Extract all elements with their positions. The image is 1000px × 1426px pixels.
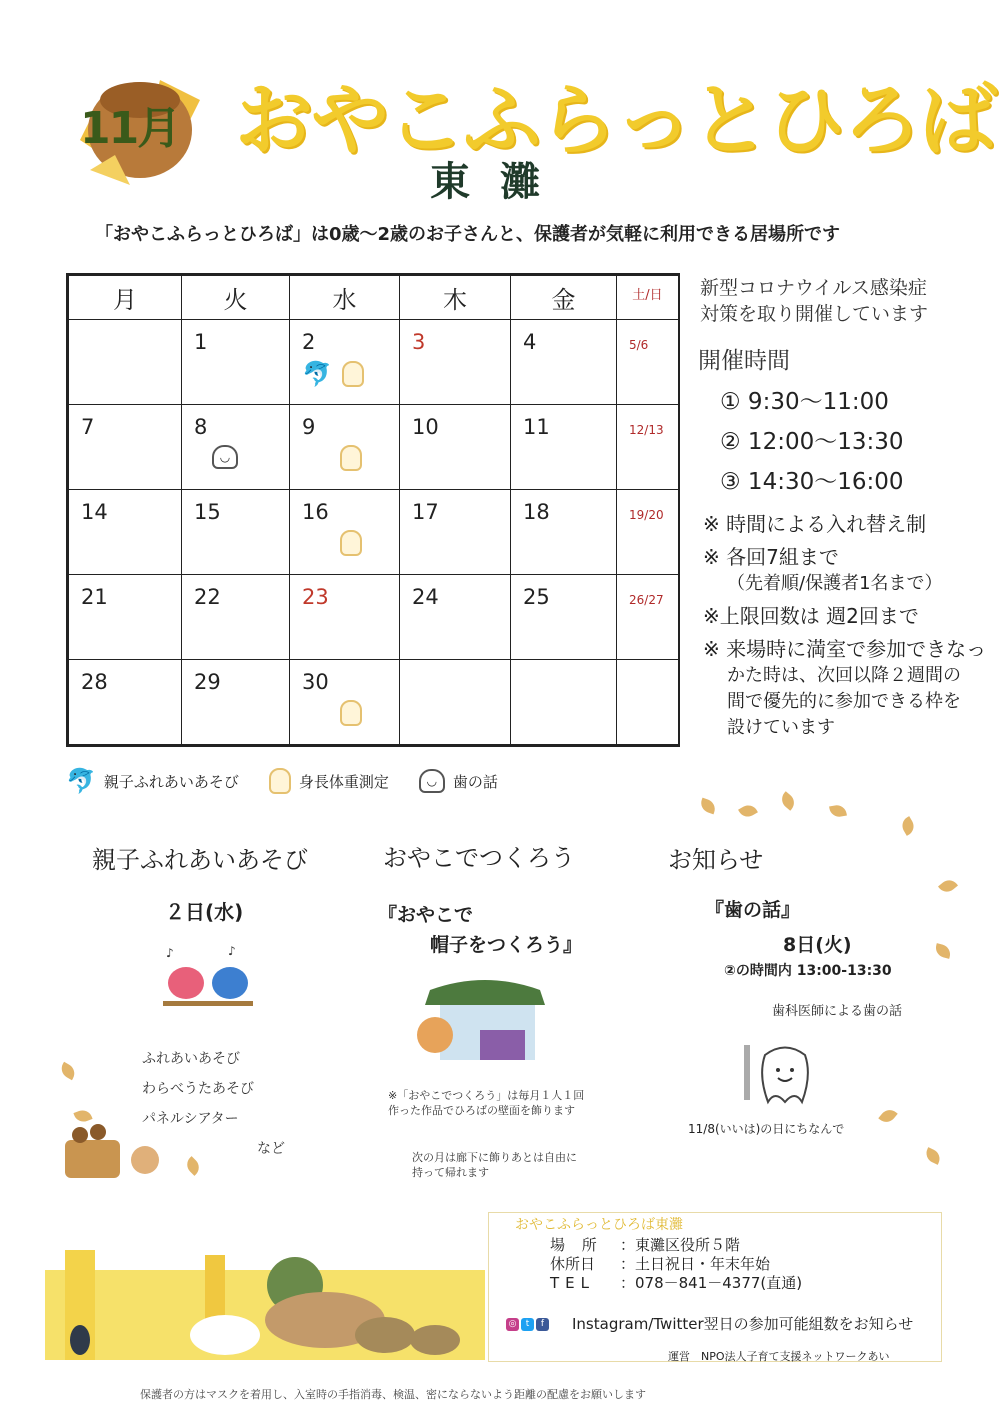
info-row xyxy=(550,1236,802,1255)
birds-illustration xyxy=(158,945,258,1010)
day-number: 14 xyxy=(81,500,108,524)
leaf-decoration xyxy=(878,1106,897,1126)
day-number: 24 xyxy=(412,585,439,609)
notice-talk: 歯科医師による歯の話 xyxy=(772,1004,903,1019)
bottom-note: 保護者の方はマスクを着用し、入室時の手指消毒、検温、密にならないよう距離の配慮をお願いします xyxy=(140,1388,646,1401)
bear-icon xyxy=(342,361,364,387)
operator-text: 運営 NPO法人子育て支援ネットワークあい xyxy=(668,1350,890,1363)
day-number: 21 xyxy=(81,585,108,609)
info-value: ：東灘区役所５階 xyxy=(620,1236,741,1254)
weekend-date: 19/20 xyxy=(629,508,664,522)
note-item: ※ 時間による入れ替え制 xyxy=(703,512,927,536)
bear-icon xyxy=(340,700,362,726)
calendar-week xyxy=(69,320,679,405)
covid-line: 対策を取り開催しています xyxy=(700,303,929,325)
legend xyxy=(66,767,514,795)
facebook-icon[interactable]: f xyxy=(536,1318,549,1331)
weekday-header: 木 xyxy=(400,276,511,320)
calendar-day xyxy=(290,320,400,405)
svg-text:♪: ♪ xyxy=(228,945,236,958)
note-line: かた時は、次回以降２週間の xyxy=(727,665,961,686)
sns-icons xyxy=(506,1318,549,1331)
calendar-day xyxy=(69,490,182,575)
calendar-day xyxy=(69,660,182,745)
notice-quote: 『歯の話』 xyxy=(705,899,801,921)
calendar-day xyxy=(182,405,290,490)
day-number: 8 xyxy=(194,415,208,439)
hours-list xyxy=(720,382,904,502)
info-row xyxy=(550,1255,802,1274)
calendar-day xyxy=(69,575,182,660)
leaf-decoration xyxy=(934,943,953,959)
play-item: など xyxy=(257,1141,285,1157)
bear-icon xyxy=(269,768,291,794)
calendar-weekend xyxy=(617,575,679,660)
weekend-header: 土/日 xyxy=(617,276,679,320)
legend-item xyxy=(419,769,498,793)
calendar-weekend xyxy=(617,320,679,405)
weekday-header: 月 xyxy=(69,276,182,320)
notice-note: 11/8(いいは)の日にちなんで xyxy=(688,1122,845,1136)
hours-title: 開催時間 xyxy=(698,348,790,374)
hours-item: ③ 14:30～16:00 xyxy=(720,469,904,495)
day-number: 17 xyxy=(412,500,439,524)
section-title-craft: おやこでつくろう xyxy=(383,844,575,872)
play-item: わらべうたあそび xyxy=(142,1081,254,1097)
calendar-day xyxy=(290,575,400,660)
calendar-week xyxy=(69,405,679,490)
calendar-week xyxy=(69,490,679,575)
calendar xyxy=(66,273,680,747)
calendar-day xyxy=(69,405,182,490)
note-item xyxy=(703,637,993,740)
tooth-icon: ◡ xyxy=(419,769,445,793)
info-key: TEL xyxy=(550,1274,595,1292)
note-line: ※ 各回7組まで xyxy=(703,545,839,569)
weekday-header: 火 xyxy=(182,276,290,320)
legend-label: 歯の話 xyxy=(452,772,498,791)
note-line: ※ 来場時に満室で参加できなっ xyxy=(703,637,987,661)
calendar-day xyxy=(400,490,511,575)
craft-note: 次の月は廊下に飾りあとは自由に持って帰れます xyxy=(412,1151,577,1179)
port-ducks-illustration xyxy=(45,1230,485,1360)
weekend-date: 5/6 xyxy=(629,338,649,352)
day-number: 2 xyxy=(302,330,316,354)
legend-label: 親子ふれあいあそび xyxy=(103,772,239,791)
tooth-character-icon xyxy=(740,1040,830,1110)
dolphin-icon: 🐬 xyxy=(302,360,332,388)
stump-squirrel-illustration xyxy=(60,1120,210,1180)
info-title: おやこふらっとひろば東灘 xyxy=(515,1217,683,1233)
notice-date: 8日(火) xyxy=(783,934,852,956)
calendar-day xyxy=(511,490,617,575)
calendar-day xyxy=(400,575,511,660)
play-item: ふれあいあそび xyxy=(142,1051,240,1067)
calendar-weekend xyxy=(617,405,679,490)
day-number: 28 xyxy=(81,670,108,694)
calendar-day xyxy=(400,660,511,745)
calendar-week xyxy=(69,660,679,745)
craft-note: ※「おやこでつくろう」は毎月１人１回作った作品でひろばの壁面を飾ります xyxy=(388,1089,585,1117)
hours-item: ② 12:00～13:30 xyxy=(720,429,904,455)
calendar-week xyxy=(69,575,679,660)
bear-icon xyxy=(340,445,362,471)
sns-text: Instagram/Twitter翌日の参加可能組数をお知らせ xyxy=(572,1315,914,1333)
day-number: 30 xyxy=(302,670,329,694)
day-number: 7 xyxy=(81,415,95,439)
day-number: 15 xyxy=(194,500,221,524)
dolphin-icon: 🐬 xyxy=(66,767,96,795)
day-number: 10 xyxy=(412,415,439,439)
note-item: ※上限回数は 週2回まで xyxy=(703,604,919,628)
craft-quote xyxy=(378,900,582,960)
calendar-day xyxy=(182,320,290,405)
notice-time: ②の時間内 13:00-13:30 xyxy=(724,963,892,979)
info-key: 休所日 xyxy=(550,1255,596,1273)
calendar-day xyxy=(182,660,290,745)
calendar-day xyxy=(511,660,617,745)
section-title-play: 親子ふれあいあそび xyxy=(92,846,308,874)
covid-line: 新型コロナウイルス感染症 xyxy=(700,277,927,299)
calendar-day xyxy=(290,660,400,745)
info-key: 場 所 xyxy=(550,1236,603,1254)
page-title: おやこふらっとひろば xyxy=(235,76,996,166)
calendar-weekend xyxy=(617,660,679,745)
hours-item: ① 9:30～11:00 xyxy=(720,389,889,415)
leaf-decoration xyxy=(698,798,717,815)
day-number-holiday: 3 xyxy=(412,330,426,354)
shop-illustration xyxy=(410,975,560,1065)
day-number: 4 xyxy=(523,330,537,354)
day-number: 25 xyxy=(523,585,550,609)
leaf-decoration xyxy=(829,804,847,819)
legend-item xyxy=(269,768,389,794)
play-item: パネルシアター xyxy=(142,1111,239,1127)
covid-notice xyxy=(700,275,928,327)
calendar-day xyxy=(69,320,182,405)
instagram-icon[interactable]: ◎ xyxy=(506,1318,519,1331)
day-number: 18 xyxy=(523,500,550,524)
page-subtitle: 東灘 xyxy=(430,159,570,205)
day-number: 11 xyxy=(523,415,550,439)
day-number: 16 xyxy=(302,500,329,524)
info-value: ：078－841－4377(直通) xyxy=(620,1274,803,1292)
day-number: 1 xyxy=(194,330,208,354)
calendar-day xyxy=(400,320,511,405)
day-number-holiday: 23 xyxy=(302,585,329,609)
note-item xyxy=(703,545,993,596)
section-title-notice: お知らせ xyxy=(668,846,764,874)
calendar-day xyxy=(511,320,617,405)
day-number: 9 xyxy=(302,415,316,439)
calendar-day xyxy=(400,405,511,490)
note-line: 間で優先的に参加できる枠を xyxy=(727,691,961,712)
play-date: ２日(水) xyxy=(165,900,244,924)
calendar-day xyxy=(182,490,290,575)
svg-text:♪: ♪ xyxy=(166,946,174,960)
legend-item xyxy=(66,767,239,795)
weekday-header: 金 xyxy=(511,276,617,320)
leaf-decoration xyxy=(738,802,758,820)
tooth-icon: ◡ xyxy=(212,445,238,469)
legend-label: 身長体重測定 xyxy=(298,772,389,791)
info-rows xyxy=(550,1236,802,1293)
twitter-icon[interactable]: t xyxy=(521,1318,534,1331)
craft-quote-line: 『おやこで xyxy=(378,904,474,926)
calendar-weekend xyxy=(617,490,679,575)
calendar-day xyxy=(511,575,617,660)
calendar-day xyxy=(290,490,400,575)
info-value: ：土日祝日・年末年始 xyxy=(620,1255,771,1273)
weekend-date: 12/13 xyxy=(629,423,664,437)
note-line: 設けています xyxy=(727,717,835,738)
day-number: 22 xyxy=(194,585,221,609)
note-line: （先着順/保護者1名まで） xyxy=(727,573,943,594)
notes-list xyxy=(703,512,993,748)
calendar-day xyxy=(290,405,400,490)
weekday-header: 水 xyxy=(290,276,400,320)
leaf-decoration xyxy=(58,1062,78,1080)
day-number: 29 xyxy=(194,670,221,694)
calendar-header-row xyxy=(69,276,679,320)
leaf-decoration xyxy=(923,1147,943,1165)
craft-quote-line: 帽子をつくろう』 xyxy=(430,934,583,956)
bear-icon xyxy=(340,530,362,556)
leaf-decoration xyxy=(778,791,798,810)
leaf-decoration xyxy=(899,816,917,836)
calendar-day xyxy=(182,575,290,660)
month-label: 11月 xyxy=(80,103,180,154)
calendar-day xyxy=(511,405,617,490)
intro-text: 「おやこふらっとひろば」は0歳～2歳のお子さんと、保護者が気軽に利用できる居場所です xyxy=(95,224,841,245)
weekend-date: 26/27 xyxy=(629,593,664,607)
leaf-decoration xyxy=(938,876,958,895)
info-row xyxy=(550,1274,802,1293)
